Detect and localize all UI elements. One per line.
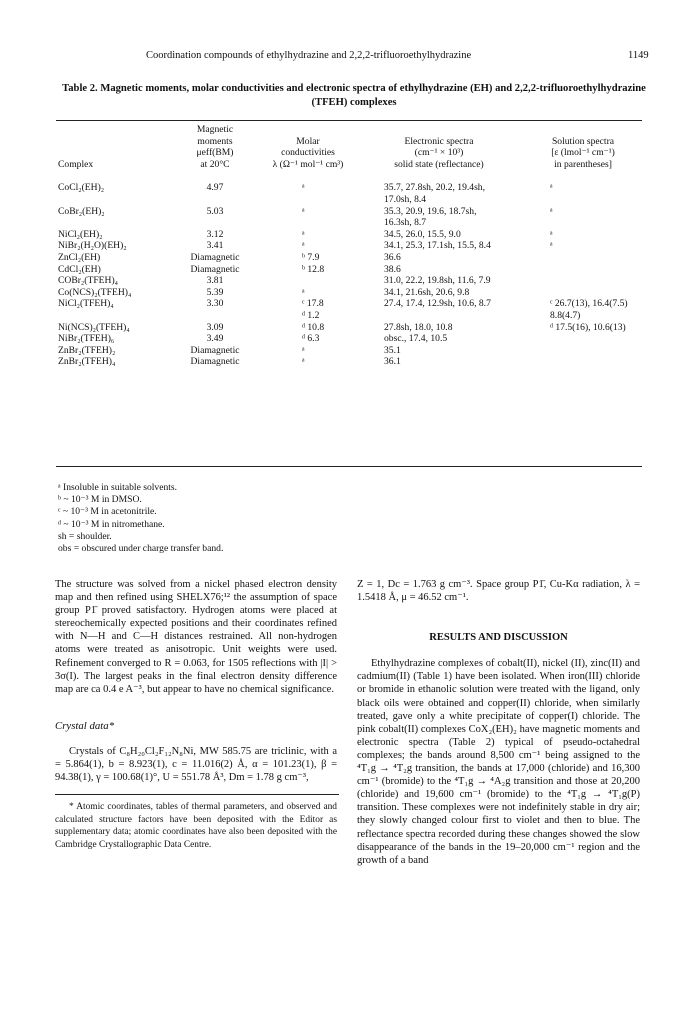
cell-moment: Diamagnetic bbox=[190, 263, 240, 275]
cell-conductivity: ᵃ bbox=[302, 240, 305, 252]
table-row bbox=[56, 229, 642, 241]
table-row bbox=[56, 287, 642, 299]
table-row bbox=[56, 356, 642, 368]
cell-solution-spectra bbox=[524, 264, 642, 276]
table-row bbox=[56, 176, 642, 205]
cell-complex: ZnBr₂(TFEH)₂ bbox=[58, 344, 116, 356]
cell-moment: 3.09 bbox=[206, 321, 224, 333]
table-note: ᵈ ~ 10⁻³ M in nitromethane. bbox=[58, 518, 165, 530]
cell-complex: NiCl₂(TFEH)₄ bbox=[58, 298, 114, 310]
header-electronic-spectra: Electronic spectra (cm⁻¹ × 10³) solid state (reflectance) bbox=[394, 135, 484, 170]
cell-complex: ZnCl₂(EH) bbox=[58, 251, 101, 263]
cell-solution-spectra bbox=[524, 333, 642, 345]
table-row bbox=[56, 206, 642, 229]
cell-solution-spectra bbox=[524, 356, 642, 368]
table-note: sh = shoulder. bbox=[58, 530, 112, 542]
cell-moment: 3.12 bbox=[206, 228, 224, 240]
cell-electronic-spectra: 31.0, 22.2, 19.8sh, 11.6, 7.9 bbox=[384, 275, 491, 287]
cell-conductivity: ᵃ bbox=[302, 286, 305, 298]
table-body bbox=[56, 176, 642, 368]
cell-conductivity: ᵃ bbox=[302, 205, 305, 217]
table-note: ᶜ ~ 10⁻³ M in acetonitrile. bbox=[58, 506, 157, 518]
cell-moment: 3.81 bbox=[206, 275, 224, 287]
cell-electronic-spectra: 27.8sh, 18.0, 10.8 bbox=[384, 321, 453, 333]
cell-complex: CoCl₂(EH)₂ bbox=[58, 182, 105, 194]
footnote-rule bbox=[55, 794, 339, 795]
cell-moment: 3.30 bbox=[206, 298, 224, 310]
cell-electronic-spectra: 36.6 bbox=[384, 251, 401, 263]
cell-complex: CdCl₂(EH) bbox=[58, 263, 101, 275]
cell-solution-spectra: ᵈ 17.5(16), 10.6(13) bbox=[550, 321, 626, 333]
table-note: ᵇ ~ 10⁻³ M in DMSO. bbox=[58, 494, 142, 506]
cell-solution-spectra bbox=[524, 252, 642, 264]
footnote: * Atomic coordinates, tables of thermal parameters, and observed and calculated structure factors have been deposited with the Editor as supplementary data; atomic coordinates have also been deposited with the Cambridge Crystallographic Data Centre. bbox=[55, 802, 337, 850]
cell-solution-spectra: ᵃ bbox=[550, 240, 553, 252]
cell-conductivity: ᵇ 12.8 bbox=[302, 263, 325, 275]
cell-complex: COBr₂(TFEH)₄ bbox=[58, 275, 118, 287]
cell-conductivity bbox=[262, 275, 354, 287]
cell-electronic-spectra: 34.1, 25.3, 17.1sh, 15.5, 8.4 bbox=[384, 240, 491, 252]
cell-conductivity: ᶜ 17.8 ᵈ 1.2 bbox=[302, 298, 324, 321]
running-title: Coordination compounds of ethylhydrazine and 2,2,2-trifluoroethylhydrazine bbox=[146, 50, 472, 61]
cell-moment: 5.39 bbox=[206, 286, 224, 298]
page-number: 1149 bbox=[628, 50, 649, 61]
cell-conductivity: ᵃ bbox=[302, 182, 305, 194]
header-complex: Complex bbox=[58, 158, 94, 170]
cell-conductivity: ᵃ bbox=[302, 228, 305, 240]
table-row bbox=[56, 264, 642, 276]
header-conductivities: Molar conductivities λ (Ω⁻¹ mol⁻¹ cm³) bbox=[272, 135, 344, 170]
cell-moment: Diamagnetic bbox=[190, 251, 240, 263]
crystal-data-continued: Z = 1, Dc = 1.763 g cm⁻³. Space group P1̄, Cu-Kα radiation, λ = 1.5418 Å, μ = 46.52 cm⁻¹. bbox=[357, 579, 640, 604]
table-note: obs = obscured under charge transfer band. bbox=[58, 543, 224, 555]
cell-conductivity: ᵈ 6.3 bbox=[302, 333, 320, 345]
cell-complex: NiCl₂(EH)₂ bbox=[58, 228, 103, 240]
cell-electronic-spectra: 34.5, 26.0, 15.5, 9.0 bbox=[384, 228, 461, 240]
cell-moment: Diamagnetic bbox=[190, 344, 240, 356]
table-caption: Table 2. Magnetic moments, molar conductivities and electronic spectra of ethylhydrazine (EH) and 2,2,2-trifluoroethylhydrazine (TFEH) complexes bbox=[62, 83, 646, 108]
cell-electronic-spectra: 35.1 bbox=[384, 344, 401, 356]
table-row bbox=[56, 252, 642, 264]
header-solution-spectra: Solution spectra [ε (lmol⁻¹ cm⁻¹) in parentheses] bbox=[551, 135, 615, 170]
cell-electronic-spectra: 34.1, 21.6sh, 20.6, 9.8 bbox=[384, 286, 470, 298]
crystal-data-heading: Crystal data* bbox=[55, 719, 115, 732]
section-heading: RESULTS AND DISCUSSION bbox=[429, 632, 568, 644]
cell-moment: 4.97 bbox=[206, 182, 224, 194]
cell-conductivity: ᵇ 7.9 bbox=[302, 251, 320, 263]
cell-complex: NiBr₂(H₂O)(EH)₂ bbox=[58, 240, 127, 252]
running-header bbox=[0, 50, 693, 66]
table-row bbox=[56, 322, 642, 334]
table-notes bbox=[58, 482, 618, 555]
cell-electronic-spectra: 36.1 bbox=[384, 356, 401, 368]
cell-complex: NiBr₂(TFEH)₆ bbox=[58, 333, 115, 345]
cell-moment: 3.49 bbox=[206, 333, 224, 345]
cell-solution-spectra: ᵃ bbox=[550, 205, 553, 217]
header-moments: Magnetic moments μeff(BM) at 20°C bbox=[196, 124, 234, 170]
cell-solution-spectra: ᵃ bbox=[550, 228, 553, 240]
cell-complex: Co(NCS)₂(TFEH)₄ bbox=[58, 286, 132, 298]
cell-solution-spectra bbox=[524, 275, 642, 287]
cell-electronic-spectra: 35.7, 27.8sh, 20.2, 19.4sh, 17.0sh, 8.4 bbox=[384, 182, 486, 205]
table-row bbox=[56, 345, 642, 357]
cell-electronic-spectra: obsc., 17.4, 10.5 bbox=[384, 333, 448, 345]
cell-conductivity: ᵈ 10.8 bbox=[302, 321, 325, 333]
body-paragraph: The structure was solved from a nickel phased electron density map and then refined using SHELX76;¹² the assumption of space group P1̄ proved satisfactory. Hydrogen atoms were placed at stereochemically expected positions and their coordinates refined with N—H and C—H distances restrained. All non-hydrogen atoms were treated as anisotropic. Unit weights were used. Refinement converged to R = 0.063, for 1505 reflections with |I| > 3σ(I). The largest peaks in the final electron density difference map are ca 0.4 e A⁻³, but appear to have no chemical significance. bbox=[55, 579, 337, 695]
cell-moment: 3.41 bbox=[206, 240, 224, 252]
left-column bbox=[55, 578, 337, 852]
cell-complex: CoBr₂(EH)₂ bbox=[58, 205, 105, 217]
table-top-rule bbox=[56, 120, 642, 121]
table-row bbox=[56, 275, 642, 287]
cell-solution-spectra bbox=[524, 345, 642, 357]
table-row bbox=[56, 240, 642, 252]
cell-electronic-spectra: 38.6 bbox=[384, 263, 401, 275]
table-note: ᵃ Insoluble in suitable solvents. bbox=[58, 482, 178, 493]
table-header-row bbox=[56, 124, 642, 176]
cell-solution-spectra bbox=[524, 287, 642, 299]
right-column bbox=[357, 578, 640, 867]
cell-conductivity: ᵃ bbox=[302, 344, 305, 356]
cell-solution-spectra: ᶜ 26.7(13), 16.4(7.5) 8.8(4.7) bbox=[550, 298, 628, 321]
table-bottom-rule bbox=[56, 466, 642, 467]
cell-electronic-spectra: 27.4, 17.4, 12.9sh, 10.6, 8.7 bbox=[384, 298, 491, 310]
cell-electronic-spectra: 35.3, 20.9, 19.6, 18.7sh, 16.3sh, 8.7 bbox=[384, 205, 477, 229]
cell-conductivity: ᵃ bbox=[302, 356, 305, 368]
crystal-data-paragraph: Crystals of C₈H₂₀Cl₂F₁₂N₈Ni, MW 585.75 are triclinic, with a = 5.864(1), b = 8.923(1), c = 11.016(2) Å, α = 101.23(1), β = 94.38(1), γ = 100.68(1)°, U = 551.78 Å³, Dm = 1.78 g cm⁻³, bbox=[55, 745, 337, 784]
data-table bbox=[56, 124, 642, 368]
cell-complex: ZnBr₂(TFEH)₄ bbox=[58, 356, 116, 368]
body-paragraph: Ethylhydrazine complexes of cobalt(II), nickel (II), zinc(II) and cadmium(II) (Table 1) have been isolated. When iron(III) chloride or bromide in ethanolic solution were treated with the ligand, only black oils were obtained and copper(II) chloride, when similarly treated, gave only a white precipitate of copper(I) chloride. The pink cobalt(II) complexes CoX₂(EH)₂ have magnetic moments and electronic spectra (Table 2) typical of pseudo-octahedral complexes; the bands around 8,500 cm⁻¹ being assigned to the ⁴T₁g → ⁴T₂g transition, the bands at 17,000 (chloride) and 16,300 cm⁻¹ (bromide) to the ⁴T₁g → ⁴A₂g transition and those at 20,200 (chloride) and 19,600 cm⁻¹ (bromide) to the ⁴T₁g → ⁴T₁g(P) transition. These complexes were not indefinitely stable in dry air; they slowly changed colour first to violet and then to blue. The reflectance spectra recorded during these changes showed the slow disappearance of the bands in the 19–20,000 cm⁻¹ region and the growth of a band bbox=[357, 658, 640, 866]
cell-complex: Ni(NCS)₂(TFEH)₄ bbox=[58, 321, 130, 333]
cell-moment: Diamagnetic bbox=[190, 356, 240, 368]
cell-moment: 5.03 bbox=[206, 205, 224, 217]
table-row bbox=[56, 333, 642, 345]
table-row bbox=[56, 298, 642, 321]
cell-solution-spectra: ᵃ bbox=[550, 182, 553, 194]
